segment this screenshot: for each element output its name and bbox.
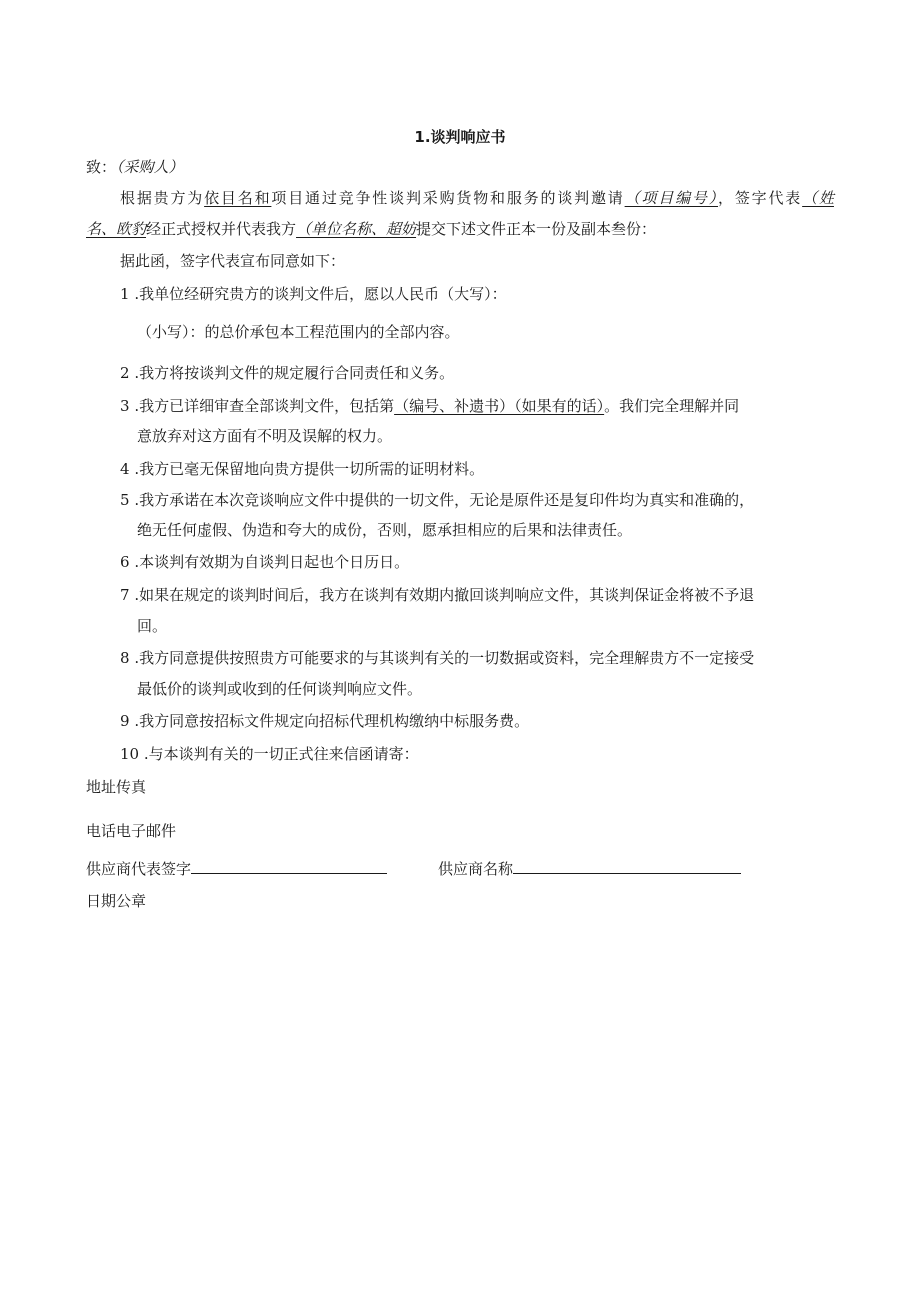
project-name-field: 依目名和 [204,189,272,207]
supplier-rep-sign-field[interactable] [191,858,387,874]
intro-line-2 [86,219,656,239]
item-number: 1 [120,285,130,303]
project-number-field: （项目编号） [624,189,719,207]
intro-line-1 [120,188,834,208]
item-text: .我单位经研究贵方的谈判文件后，愿以人民币（大写）： [134,285,507,303]
item-continuation: 回。 [137,617,168,635]
item-number: 4 [120,460,130,478]
phone-email-label: 电话电子邮件 [86,822,177,840]
item-text-tail: 。我们完全理解并同 [604,397,740,415]
item-text: .我方已毫无保留地向贵方提供一切所需的证明材料。 [134,460,485,478]
item-text: .与本谈判有关的一切正式往来信函请寄： [143,745,419,763]
list-item [120,396,739,416]
item-number: 5 [120,491,130,509]
item-number: 9 [120,712,130,730]
list-item [120,363,454,383]
to-line [86,157,184,177]
intro-text-a: 根据贵方为 [120,189,205,207]
item-text: .我方同意按招标文件规定向招标代理机构缴纳中标服务费。 [134,712,530,730]
item-number: 2 [120,364,130,382]
list-item [120,711,529,731]
item-continuation: （小写）：的总价承包本工程范围内的全部内容。 [137,323,460,341]
unit-name-field: （单位名称、超妨 [296,220,417,238]
item-continuation: 最低价的谈判或收到的任何谈判响应文件。 [137,680,423,698]
list-item [120,459,484,479]
item-text: .如果在规定的谈判时间后，我方在谈判有效期内撤回谈判响应文件，其谈判保证金将被不予退 [134,586,755,604]
supplier-rep-sign-label: 供应商代表签字 [86,860,192,878]
list-item [120,648,754,668]
item-text: .我方同意提供按照贵方可能要求的与其谈判有关的一切数据或资料，完全理解贵方不一定接受 [134,649,755,667]
item-number: 6 [120,553,130,571]
item-number: 10 [120,745,140,763]
item-text: .我方已详细审查全部谈判文件，包括第 [134,397,395,415]
supplier-name-row [438,858,741,879]
item-number: 7 [120,586,130,604]
supplier-name-field[interactable] [513,858,741,874]
item-text: .我方将按谈判文件的规定履行合同责任和义务。 [134,364,455,382]
to-value: （采购人） [116,158,184,176]
list-item [120,552,409,572]
supplier-name-label: 供应商名称 [438,860,514,878]
date-seal-label: 日期公章 [86,892,147,910]
declare-line: 据此函，签字代表宣布同意如下： [120,252,346,270]
rep-name-field-end: 名、欧豹 [86,220,147,238]
intro-text-e: ，签字代表 [718,189,803,207]
item-text: .本谈判有效期为自谈判日起也个日历日。 [134,553,410,571]
supplier-rep-sign-row [86,858,387,879]
item-continuation: 绝无任何虚假、伪造和夸大的成份，否则，愿承担相应的后果和法律责任。 [137,521,633,539]
intro-text-j: 提交下述文件正本一份及副本叁份： [416,220,657,238]
list-item [120,585,754,605]
list-item [120,744,419,764]
rep-name-field-start: （姓 [802,189,834,207]
list-item [120,284,507,304]
list-item [120,490,754,510]
to-label: 致： [86,158,117,176]
address-fax-label: 地址传真 [86,778,147,796]
addenda-field: （编号、补遗书）（如果有的话） [394,397,605,415]
item-number: 8 [120,649,130,667]
intro-text-c: 项目通过竞争性谈判采购货物和服务的谈判邀请 [271,189,625,207]
item-text: .我方承诺在本次竞谈响应文件中提供的一切文件，无论是原件还是复印件均为真实和准确的， [134,491,755,509]
item-continuation: 意放弃对这方面有不明及误解的权力。 [137,427,393,445]
doc-title: 1.谈判响应书 [414,128,506,146]
intro-text-h: 经正式授权并代表我方 [146,220,297,238]
item-number: 3 [120,397,130,415]
